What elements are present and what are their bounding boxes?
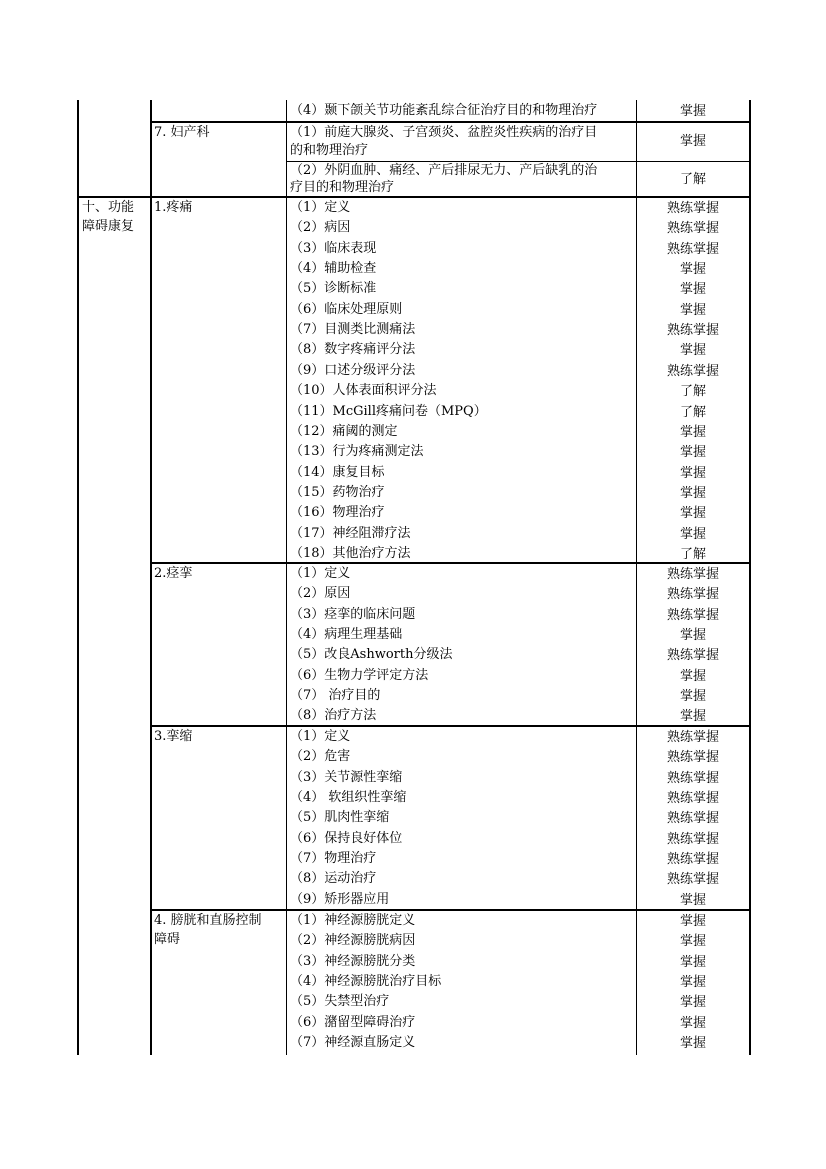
- level-badge: 掌握: [679, 914, 706, 929]
- item-text: 疗目的和物理治疗: [290, 180, 395, 195]
- item-text: （17）神经阻滞疗法: [290, 526, 411, 541]
- level-badge: 掌握: [679, 1036, 706, 1051]
- level-badge: 掌握: [679, 425, 706, 440]
- level-badge: 掌握: [679, 262, 706, 277]
- level-badge: 掌握: [679, 527, 706, 542]
- item-text: （2）外阴血肿、痛经、产后排尿无力、产后缺乳的治: [290, 163, 598, 178]
- level-badge: 掌握: [679, 934, 706, 949]
- level-badge: 熟练掌握: [666, 771, 719, 786]
- topic-name: 7. 妇产科: [154, 125, 210, 140]
- level-badge: 熟练掌握: [666, 872, 719, 887]
- item-text: （1）定义: [290, 566, 351, 581]
- item-text: （5）改良Ashworth分级法: [290, 647, 453, 662]
- item-text: （10）人体表面积评分法: [290, 383, 437, 398]
- item-text: （4）辅助检查: [290, 261, 377, 276]
- level-badge: 熟练掌握: [666, 567, 719, 582]
- level-badge: 掌握: [679, 689, 706, 704]
- item-text: 的和物理治疗: [290, 143, 369, 158]
- level-badge: 熟练掌握: [666, 587, 719, 602]
- table-border-left: [77, 100, 79, 1055]
- item-text: （5）失禁型治疗: [290, 994, 390, 1009]
- item-text: （6）生物力学评定方法: [290, 668, 429, 683]
- item-text: （7）物理治疗: [290, 851, 377, 866]
- level-badge: 熟练掌握: [666, 750, 719, 765]
- level-badge: 熟练掌握: [666, 811, 719, 826]
- level-badge: 熟练掌握: [666, 221, 719, 236]
- level-badge: 掌握: [679, 995, 706, 1010]
- level-badge: 了解: [679, 547, 706, 562]
- level-badge: 掌握: [679, 975, 706, 990]
- level-badge: 掌握: [679, 893, 706, 908]
- level-badge: 熟练掌握: [666, 364, 719, 379]
- level-badge: 掌握: [679, 282, 706, 297]
- table-border-category: [150, 100, 152, 1055]
- level-badge: 熟练掌握: [666, 730, 719, 745]
- topic-name: 3.挛缩: [154, 729, 193, 744]
- level-badge: 掌握: [679, 1016, 706, 1031]
- level-badge: 熟练掌握: [666, 791, 719, 806]
- item-text: （18）其他治疗方法: [290, 546, 411, 561]
- item-text: （4）病理生理基础: [290, 627, 403, 642]
- level-badge: 掌握: [679, 303, 706, 318]
- item-text: （11）McGill疼痛问卷（MPQ）: [290, 404, 487, 419]
- level-badge: 掌握: [679, 445, 706, 460]
- level-badge: 熟练掌握: [666, 852, 719, 867]
- level-badge: 熟练掌握: [666, 323, 719, 338]
- item-text: （2）神经源膀胱病因: [290, 933, 416, 948]
- item-text: （6）潴留型障碍治疗: [290, 1015, 416, 1030]
- topic-name: 4. 膀胱和直肠控制: [154, 913, 262, 928]
- item-text: （6）保持良好体位: [290, 831, 403, 846]
- item-text: （5）诊断标准: [290, 281, 377, 296]
- item-text: （1）神经源膀胱定义: [290, 913, 416, 928]
- item-text: （3）临床表现: [290, 241, 377, 256]
- level-badge: 了解: [679, 405, 706, 420]
- level-badge: 掌握: [679, 628, 706, 643]
- item-text: （2）原因: [290, 586, 351, 601]
- level-badge: 掌握: [679, 104, 706, 119]
- item-text: （6）临床处理原则: [290, 302, 403, 317]
- table-border-topic: [286, 100, 287, 1055]
- item-text: （14）康复目标: [290, 465, 385, 480]
- level-badge: 掌握: [679, 466, 706, 481]
- item-text: （4）颞下颌关节功能紊乱综合征治疗目的和物理治疗: [290, 103, 598, 118]
- level-badge: 掌握: [679, 955, 706, 970]
- item-text: （3）痉挛的临床问题: [290, 607, 416, 622]
- section-title: 十、功能: [82, 200, 135, 215]
- item-text: （7）神经源直肠定义: [290, 1035, 416, 1050]
- level-badge: 掌握: [679, 669, 706, 684]
- item-text: （4）神经源膀胱治疗目标: [290, 974, 442, 989]
- item-text: （1）定义: [290, 729, 351, 744]
- level-badge: 掌握: [679, 486, 706, 501]
- level-badge: 掌握: [679, 343, 706, 358]
- level-badge: 熟练掌握: [666, 832, 719, 847]
- item-text: （16）物理治疗: [290, 505, 385, 520]
- item-text: （7）目测类比测痛法: [290, 322, 416, 337]
- level-badge: 掌握: [679, 134, 706, 149]
- item-text: （1）定义: [290, 200, 351, 215]
- item-text: （15）药物治疗: [290, 485, 385, 500]
- item-text: （2）病因: [290, 220, 351, 235]
- item-text: （9）口述分级评分法: [290, 363, 416, 378]
- item-text: （7） 治疗目的: [290, 688, 381, 703]
- item-text: （3）关节源性挛缩: [290, 770, 403, 785]
- topic-name: 2.痉挛: [154, 566, 193, 581]
- level-badge: 熟练掌握: [666, 648, 719, 663]
- section-title: 障碍康复: [82, 219, 135, 234]
- item-text: （2）危害: [290, 749, 351, 764]
- level-badge: 了解: [679, 384, 706, 399]
- level-badge: 掌握: [679, 506, 706, 521]
- item-text: （13）行为疼痛测定法: [290, 444, 424, 459]
- topic-name: 障碍: [154, 932, 181, 947]
- topic-name: 1.疼痛: [154, 200, 193, 215]
- level-badge: 熟练掌握: [666, 608, 719, 623]
- item-text: （12）痛阈的测定: [290, 424, 398, 439]
- level-badge: 熟练掌握: [666, 242, 719, 257]
- level-badge: 掌握: [679, 709, 706, 724]
- item-text: （9）矫形器应用: [290, 892, 390, 907]
- item-text: （4） 软组织性挛缩: [290, 790, 407, 805]
- level-badge: 了解: [679, 172, 706, 187]
- item-text: （8）治疗方法: [290, 708, 377, 723]
- level-badge: 熟练掌握: [666, 201, 719, 216]
- item-text: （1）前庭大腺炎、子宫颈炎、盆腔炎性疾病的治疗目: [290, 125, 598, 140]
- item-text: （3）神经源膀胱分类: [290, 954, 416, 969]
- item-text: （8）数字疼痛评分法: [290, 342, 416, 357]
- item-text: （5）肌肉性挛缩: [290, 810, 390, 825]
- item-text: （8）运动治疗: [290, 871, 377, 886]
